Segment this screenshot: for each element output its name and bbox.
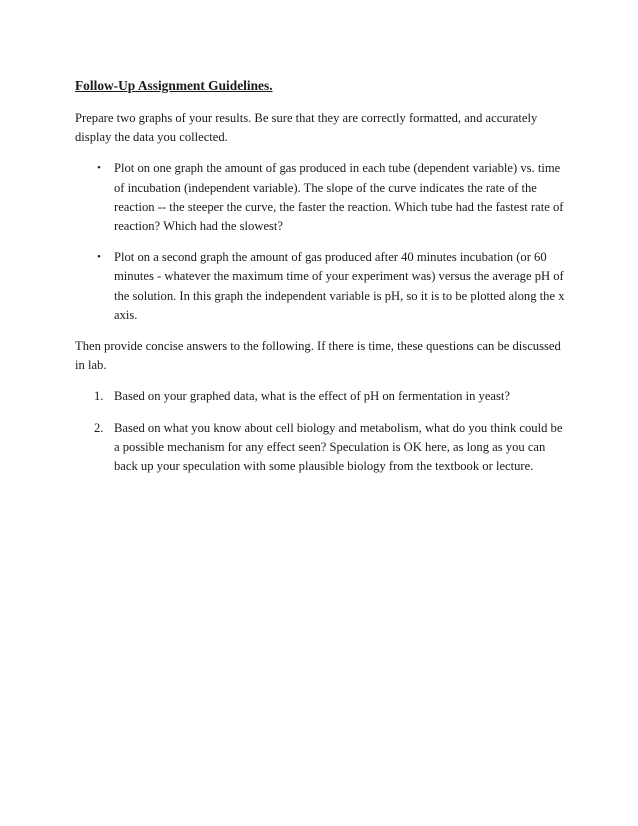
list-item [75, 419, 565, 477]
bullet-marker: • [97, 162, 101, 175]
list-item-text: Based on what you know about cell biology and metabolism, what do you think could be a possible mechanism for any effect seen? Speculation is OK here, as long as you can back up your speculation with some plausible biology from the textbook or lecture. [114, 420, 563, 474]
graph-instructions-list [75, 159, 565, 325]
list-item-text: Based on your graphed data, what is the effect of pH on fermentation in yeast? [114, 389, 510, 404]
list-item [75, 159, 565, 236]
followup-paragraph: Then provide concise answers to the following. If there is time, these questions can be discussed in lab. [75, 339, 561, 373]
intro-paragraph: Prepare two graphs of your results. Be sure that they are correctly formatted, and accurately display the data you collected. [75, 111, 538, 145]
list-item [75, 248, 565, 325]
document-page [75, 76, 565, 488]
bullet-marker: • [97, 251, 101, 264]
questions-list [75, 387, 565, 476]
list-item [75, 387, 565, 406]
list-item-text: Plot on one graph the amount of gas produced in each tube (dependent variable) vs. time of incubation (independent variable). The slope of the curve indicates the rate of the reaction -- the steeper the curve, the faster the reaction. Which tube had the fastest rate of reaction? Which had the slowest? [114, 161, 564, 234]
list-item-text: Plot on a second graph the amount of gas produced after 40 minutes incubation (or 60 minutes - whatever the maximum time of your experiment was) versus the average pH of the solution. In this graph the independent variable is pH, so it is to be plotted along the x axis. [114, 250, 565, 322]
number-marker: 1. [94, 389, 104, 404]
number-marker: 2. [94, 420, 104, 435]
document-title: Follow-Up Assignment Guidelines. [75, 78, 273, 93]
